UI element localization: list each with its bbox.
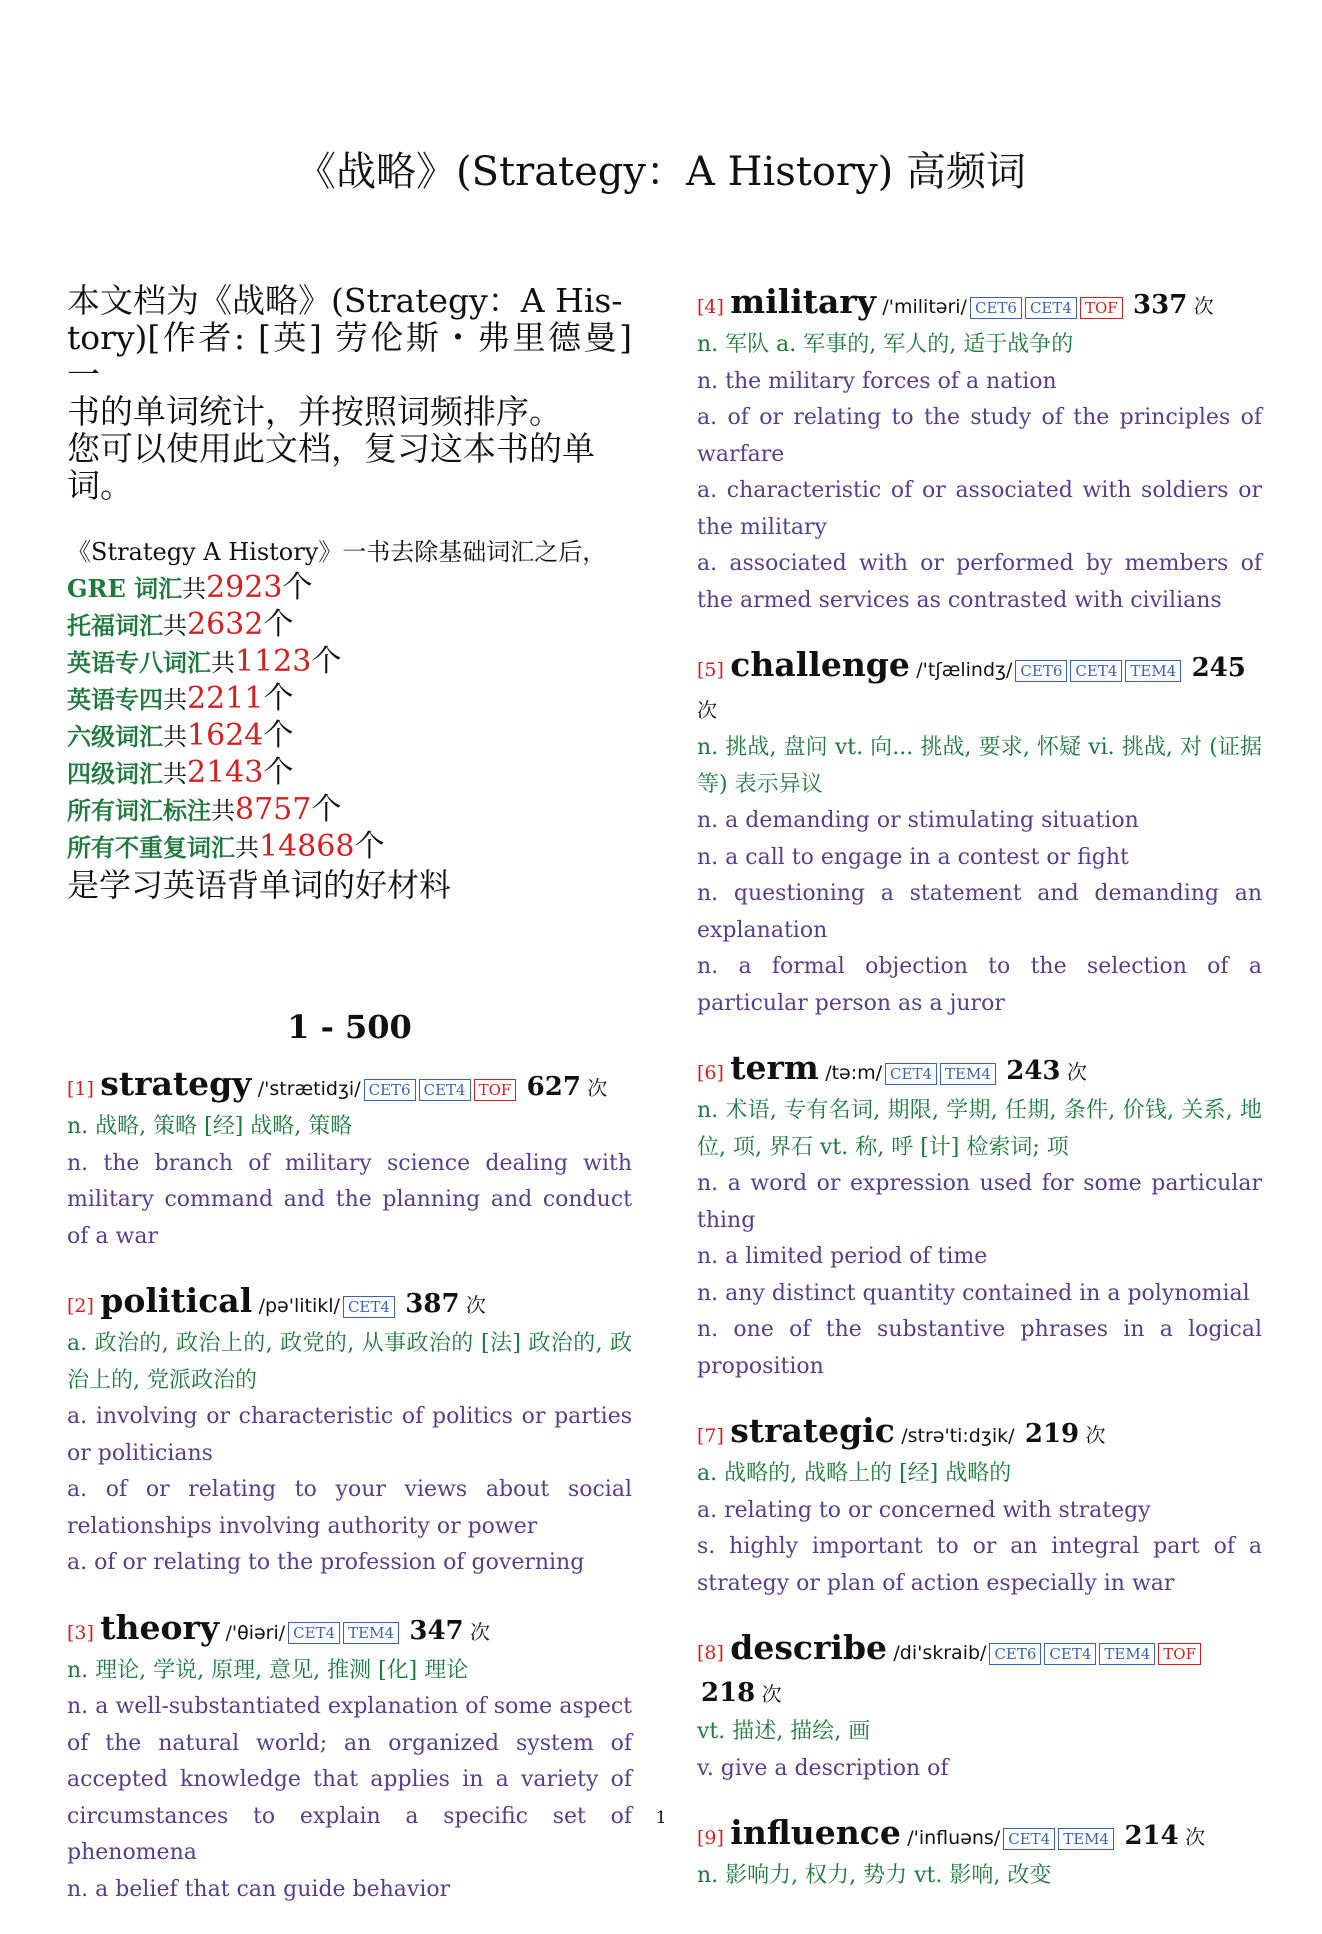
definition: a. 政治的, 政治上的, 政党的, 从事政治的 [法] 政治的, 政治上的, 党派政治的 [67, 1331, 632, 1393]
headword: describe [730, 1628, 888, 1667]
exam-tag: TOF [1080, 297, 1123, 319]
definition: n. one of the substantive phrases in a logical proposition [697, 1317, 1262, 1379]
definition: n. a belief that can guide behavior [67, 1876, 451, 1902]
headword: influence [730, 1813, 901, 1852]
entry-index: [6] [697, 1062, 724, 1084]
exam-tag: CET4 [1044, 1643, 1096, 1665]
range-heading: 1 - 500 [287, 1008, 412, 1046]
entry-index: [7] [697, 1425, 724, 1447]
count-suffix: 次 [470, 1619, 491, 1644]
definition: n. a demanding or stimulating situation [697, 808, 1139, 833]
entry-header [67, 1064, 632, 1109]
definition: n. a limited period of time [697, 1244, 988, 1269]
entry-header [697, 1411, 1262, 1456]
entry-index: [5] [697, 659, 724, 681]
stat-label: 英语专四 [67, 685, 163, 714]
phonetic: /tə:m/ [825, 1062, 883, 1084]
exam-tag: CET6 [989, 1643, 1041, 1665]
stat-number: 1624 [187, 718, 264, 753]
stat-label: 英语专八词汇 [67, 648, 211, 677]
entries-left [67, 1064, 632, 1908]
stat-row [67, 681, 632, 718]
headword: political [100, 1281, 253, 1320]
stat-unit: 个 [263, 718, 294, 753]
definition: n. 挑战, 盘问 vt. 向... 挑战, 要求, 怀疑 vi. 挑战, 对 (证据等) 表示异议 [697, 735, 1262, 797]
frequency-count: 347 [409, 1615, 464, 1646]
stat-label: 所有词汇标注 [67, 796, 211, 825]
page-title: 《战略》(Strategy：A History) 高频词 [296, 149, 1026, 195]
definition: n. 理论, 学说, 原理, 意见, 推测 [化] 理论 [67, 1657, 469, 1683]
count-suffix: 次 [1185, 1825, 1206, 1849]
stat-number: 14868 [259, 829, 355, 864]
entry-header [697, 1048, 1262, 1093]
stat-number: 2632 [187, 607, 264, 642]
exam-tag: TOF [1158, 1643, 1201, 1665]
exam-tag: CET4 [343, 1296, 395, 1318]
stats-intro-line: 《Strategy A History》一书去除基础词汇之后， [67, 538, 607, 566]
exam-tag: TEM4 [343, 1622, 399, 1644]
phonetic: /'militəri/ [882, 296, 967, 318]
stat-number: 8757 [235, 792, 312, 827]
count-suffix: 次 [1085, 1423, 1106, 1447]
vocab-stats [67, 534, 632, 904]
definition: n. any distinct quantity contained in a polynomial [697, 1280, 1250, 1306]
frequency-count: 219 [1024, 1419, 1080, 1449]
definition: n. the branch of military science dealing with military command and the planning and conduct of a war [67, 1150, 632, 1249]
exam-tag: TOF [474, 1079, 517, 1101]
word-entry [697, 1048, 1262, 1385]
definition: s. highly important to or an integral part of a strategy or plan of action especially in war [697, 1534, 1262, 1596]
stat-unit: 个 [263, 755, 294, 790]
headword: strategy [100, 1064, 252, 1103]
exam-tag: TEM4 [1125, 660, 1181, 682]
definition: n. a well-substantiated explanation of some aspect of the natural world; an organized system of accepted knowledge that applies in a variety of circumstances to explain a specific set of phenomena [67, 1694, 632, 1865]
headword: theory [100, 1607, 220, 1647]
stat-row [67, 755, 632, 792]
stat-label: 四级词汇 [67, 759, 163, 788]
stat-unit: 个 [282, 570, 313, 605]
frequency-count: 387 [405, 1289, 460, 1319]
stat-row [67, 829, 632, 866]
entry-index: [4] [697, 296, 724, 318]
exam-tag: CET4 [885, 1063, 937, 1085]
phonetic: /di'skraib/ [893, 1642, 987, 1664]
entry-header [697, 645, 1262, 730]
exam-tag: CET4 [1070, 660, 1122, 682]
exam-tag: CET6 [1015, 660, 1067, 682]
phonetic: /pə'litikl/ [258, 1295, 340, 1317]
definition: a. of or relating to the profession of governing [67, 1550, 585, 1575]
stat-row [67, 792, 632, 829]
definition: n. a call to engage in a contest or fight [697, 844, 1129, 870]
stat-row [67, 570, 632, 607]
stat-unit: 个 [311, 644, 342, 679]
stat-mid: 共 [235, 834, 259, 862]
exam-tag: CET4 [419, 1079, 471, 1101]
stat-number: 2923 [206, 570, 283, 605]
word-entry [67, 1608, 632, 1909]
count-suffix: 次 [697, 698, 717, 722]
exam-tag: CET4 [288, 1622, 340, 1644]
exam-tag: CET6 [364, 1079, 416, 1101]
word-entry [697, 1411, 1262, 1602]
count-suffix: 次 [761, 1682, 782, 1706]
stat-mid: 共 [163, 612, 187, 640]
exam-tag: TEM4 [940, 1063, 996, 1085]
stat-mid: 共 [211, 649, 235, 677]
exam-tag: TEM4 [1099, 1643, 1155, 1665]
exam-tag: CET4 [1025, 297, 1077, 319]
entry-index: [2] [67, 1295, 94, 1317]
definition: n. 术语, 专有名词, 期限, 学期, 任期, 条件, 价钱, 关系, 地位, 项, 界石 vt. 称, 呼 [计] 检索词; 项 [697, 1098, 1262, 1160]
left-column [67, 282, 632, 1934]
page-number: 1 [655, 1808, 667, 1828]
phonetic: /strə'ti:dʒik/ [901, 1425, 1015, 1447]
stat-mid: 共 [163, 760, 187, 788]
definition: n. a word or expression used for some particular thing [697, 1171, 1262, 1233]
entry-index: [9] [697, 1827, 724, 1849]
headword: challenge [730, 645, 910, 684]
definition: a. of or relating to the study of the principles of warfare [697, 405, 1262, 467]
entry-index: [1] [67, 1078, 94, 1100]
exam-tag: CET4 [1003, 1828, 1055, 1850]
definition: v. give a description of [697, 1755, 949, 1781]
exam-tag: CET6 [970, 297, 1022, 319]
definition: n. a formal objection to the selection of a particular person as a juror [697, 954, 1262, 1016]
stat-unit: 个 [263, 607, 294, 642]
definition: n. questioning a statement and demanding an explanation [697, 881, 1262, 943]
definition: a. characteristic of or associated with soldiers or the military [697, 478, 1262, 540]
stat-unit: 个 [354, 829, 385, 864]
intro-line: 本文档为《战略》(Strategy：A His- [67, 281, 623, 320]
entry-header [67, 1281, 632, 1326]
intro-paragraph [67, 282, 632, 504]
stat-number: 2143 [187, 755, 264, 790]
frequency-count: 627 [526, 1072, 581, 1102]
definition: n. the military forces of a nation [697, 368, 1057, 394]
phonetic: /'tʃælindʒ/ [916, 659, 1013, 681]
definition: a. associated with or performed by members of the armed services as contrasted with civilians [697, 551, 1262, 613]
stat-unit: 个 [311, 792, 342, 827]
stat-label: GRE 词汇 [67, 574, 183, 603]
count-suffix: 次 [1193, 294, 1214, 318]
headword: term [730, 1048, 819, 1087]
stat-label: 所有不重复词汇 [67, 833, 235, 862]
entry-index: [3] [67, 1621, 94, 1644]
stat-mid: 共 [163, 723, 187, 751]
count-suffix: 次 [1066, 1060, 1087, 1084]
frequency-count: 243 [1006, 1056, 1061, 1086]
word-entry [697, 282, 1262, 619]
definition: a. involving or characteristic of politics or parties or politicians [67, 1404, 632, 1466]
intro-line: 您可以使用此文档，复习这本书的单 [67, 429, 595, 468]
entry-header [67, 1608, 632, 1653]
entry-header [697, 282, 1262, 327]
definition: vt. 描述, 描绘, 画 [697, 1719, 871, 1744]
stat-mid: 共 [182, 575, 207, 603]
stats-closing-line: 是学习英语背单词的好材料 [67, 866, 452, 904]
exam-tag: TEM4 [1058, 1828, 1114, 1850]
entries-right [697, 282, 1262, 1895]
frequency-count: 245 [1191, 653, 1246, 683]
word-entry [697, 1628, 1262, 1787]
stat-row [67, 644, 632, 681]
stat-mid: 共 [211, 797, 235, 825]
entry-header [697, 1628, 1262, 1714]
intro-line: 词。 [67, 466, 133, 505]
frequency-count: 337 [1133, 290, 1188, 320]
right-column [697, 282, 1262, 1921]
stat-number: 2211 [187, 681, 264, 716]
headword: strategic [730, 1411, 895, 1450]
stat-label: 六级词汇 [67, 722, 163, 751]
stat-unit: 个 [263, 681, 294, 716]
word-entry [67, 1281, 632, 1582]
phonetic: /'influəns/ [907, 1827, 1001, 1849]
stat-number: 1123 [235, 644, 312, 679]
word-entry [697, 645, 1262, 1022]
stat-row [67, 607, 632, 644]
intro-line: 书的单词统计，并按照词频排序。 [67, 392, 562, 431]
definition: a. 战略的, 战略上的 [经] 战略的 [697, 1461, 1012, 1486]
count-suffix: 次 [465, 1293, 486, 1317]
count-suffix: 次 [587, 1076, 608, 1100]
definition: n. 影响力, 权力, 势力 vt. 影响, 改变 [697, 1863, 1052, 1888]
definition: a. of or relating to your views about social relationships involving authority or power [67, 1477, 632, 1539]
definition: n. 军队 a. 军事的, 军人的, 适于战争的 [697, 332, 1074, 357]
entry-index: [8] [697, 1642, 724, 1664]
definition: n. 战略, 策略 [经] 战略, 策略 [67, 1114, 353, 1139]
frequency-count: 214 [1124, 1821, 1179, 1851]
headword: military [730, 282, 876, 321]
stat-mid: 共 [163, 686, 187, 714]
phonetic: /'θiəri/ [225, 1621, 286, 1644]
stat-label: 托福词汇 [67, 611, 163, 640]
phonetic: /'strætidʒi/ [257, 1078, 361, 1100]
definition: a. relating to or concerned with strategy [697, 1497, 1151, 1523]
word-entry [67, 1064, 632, 1255]
stat-row [67, 718, 632, 755]
intro-line: tory)[作者: [英] 劳伦斯・弗里德曼] 一 [67, 318, 632, 394]
frequency-count: 218 [701, 1678, 756, 1708]
